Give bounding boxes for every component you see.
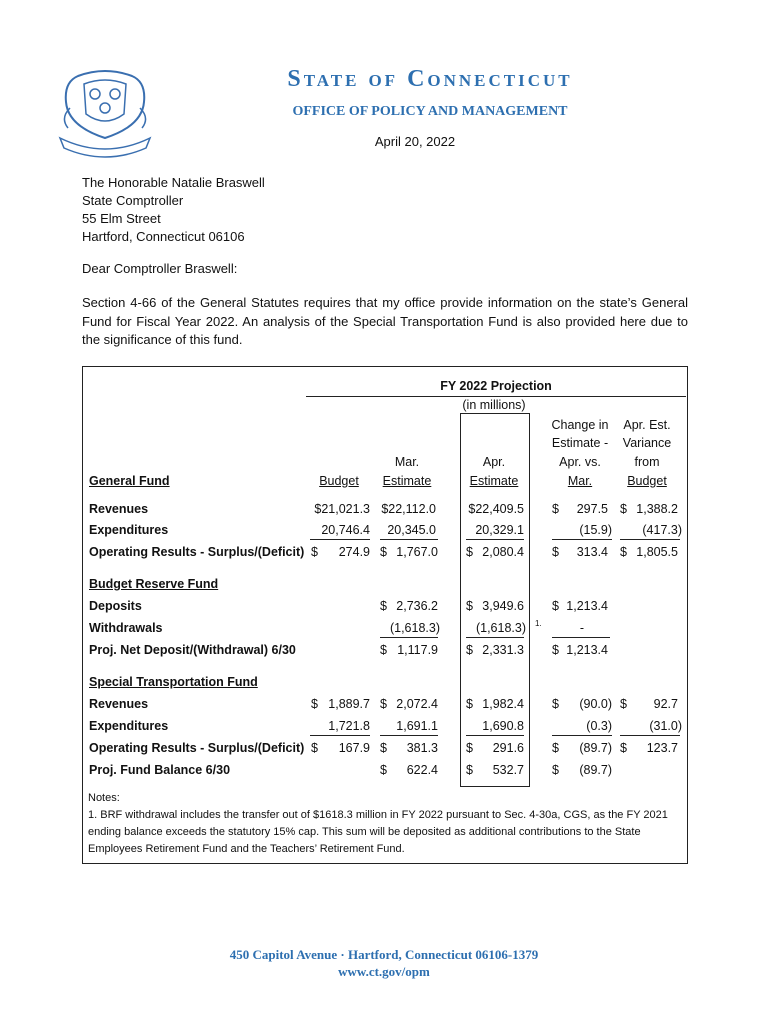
value: 1,889.7 <box>328 697 370 711</box>
col-header: Apr. Est. <box>623 418 671 432</box>
col-header: Estimate <box>469 474 519 488</box>
value-sign: $ <box>466 545 473 559</box>
value: 1,805.5 <box>636 545 678 559</box>
value: (1,618.3) <box>475 621 526 635</box>
underline <box>466 735 524 736</box>
projection-title: FY 2022 Projection <box>440 379 552 393</box>
value-sign: $ <box>380 545 387 559</box>
value-sign: $ <box>380 763 387 777</box>
underline <box>466 637 524 638</box>
col-header: Variance <box>622 436 672 450</box>
value-sign: $ <box>620 697 627 711</box>
footer-address: 450 Capitol Avenue · Hartford, Connecticut 06106-1379 <box>229 947 539 962</box>
value-sign: $ <box>552 763 559 777</box>
col-header: from <box>634 455 660 469</box>
underline <box>620 735 680 736</box>
value-sign: $ <box>620 545 627 559</box>
value-sign: $ <box>380 643 387 657</box>
row-label: Operating Results - Surplus/(Deficit) <box>89 741 305 755</box>
value-sign: $ <box>620 502 627 516</box>
value-sign: $ <box>552 697 559 711</box>
value: 1,982.4 <box>482 697 524 711</box>
value: (89.7) <box>579 741 612 755</box>
col-header: Estimate <box>382 474 432 488</box>
row-label: Revenues <box>89 697 149 711</box>
value: 167.9 <box>338 741 370 755</box>
underline <box>380 539 438 540</box>
value: 291.6 <box>492 741 524 755</box>
recipient-address <box>82 174 265 246</box>
value: 313.4 <box>576 545 608 559</box>
value-sign: $ <box>552 643 559 657</box>
state-seal-logo <box>50 68 160 160</box>
footer-web-link[interactable]: www.ct.gov/opm <box>338 964 430 979</box>
col-header: Mar. <box>567 474 593 488</box>
value-sign: $ <box>466 599 473 613</box>
value-sign: $ <box>552 502 559 516</box>
value: (89.7) <box>579 763 612 777</box>
row-label: Deposits <box>89 599 142 613</box>
section-heading: General Fund <box>89 474 170 488</box>
salutation: Dear Comptroller Braswell: <box>82 261 238 276</box>
address-line: 55 Elm Street <box>82 211 161 226</box>
value: 1,117.9 <box>397 643 438 657</box>
col-header: Budget <box>319 474 359 488</box>
value: 1,690.8 <box>482 719 524 733</box>
row-label: Expenditures <box>89 523 169 537</box>
value-sign: $ <box>466 697 473 711</box>
value: (15.9) <box>579 523 612 537</box>
state-title: State of Connecticut <box>287 66 573 92</box>
col-header: Apr. vs. <box>559 455 601 469</box>
value: 381.3 <box>406 741 438 755</box>
value: 297.5 <box>576 502 608 516</box>
value: $22,409.5 <box>468 502 524 516</box>
footnote-marker: 1. <box>535 619 542 628</box>
value: 2,331.3 <box>482 643 524 657</box>
letter-date: April 20, 2022 <box>374 134 456 149</box>
row-label: Proj. Fund Balance 6/30 <box>89 763 231 777</box>
row-label: Expenditures <box>89 719 169 733</box>
underline <box>552 735 612 736</box>
value-sign: $ <box>466 741 473 755</box>
value: 622.4 <box>406 763 438 777</box>
value-sign: $ <box>311 697 318 711</box>
row-label: Revenues <box>89 502 149 516</box>
underline <box>380 735 438 736</box>
body-paragraph: Section 4-66 of the General Statutes requires that my office provide information on the state’s General Fund for Fiscal Year 2022. An analysis of the Special Transportation Fund is also provided here due to the significance of this fund. <box>82 295 688 347</box>
divider <box>306 396 686 397</box>
value: $21,021.3 <box>314 502 370 516</box>
value: - <box>579 621 585 635</box>
value: 123.7 <box>646 741 678 755</box>
col-header: Budget <box>627 474 667 488</box>
value: (0.3) <box>586 719 612 733</box>
value: 1,691.1 <box>396 719 438 733</box>
address-line: The Honorable Natalie Braswell <box>82 175 265 190</box>
row-label: Proj. Net Deposit/(Withdrawal) 6/30 <box>89 643 296 657</box>
value: 20,329.1 <box>475 523 524 537</box>
underline <box>552 539 612 540</box>
projection-units: (in millions) <box>462 398 526 412</box>
value: 1,767.0 <box>396 545 438 559</box>
col-header: Mar. <box>394 455 420 469</box>
underline <box>310 735 370 736</box>
value: 532.7 <box>492 763 524 777</box>
row-label: Withdrawals <box>89 621 163 635</box>
value: 20,345.0 <box>387 523 436 537</box>
value-sign: $ <box>380 741 387 755</box>
value-sign: $ <box>311 741 318 755</box>
row-label: Operating Results - Surplus/(Deficit) <box>89 545 305 559</box>
value-sign: $ <box>466 643 473 657</box>
value: 20,746.4 <box>321 523 370 537</box>
value: $22,112.0 <box>381 502 436 516</box>
col-header: Apr. <box>482 455 506 469</box>
underline <box>466 539 524 540</box>
underline <box>552 637 610 638</box>
value-sign: $ <box>380 697 387 711</box>
notes-title: Notes: <box>88 792 120 804</box>
value: 92.7 <box>653 697 678 711</box>
underline <box>380 637 438 638</box>
value: 3,949.6 <box>482 599 524 613</box>
note-1: 1. BRF withdrawal includes the transfer out of $1618.3 million in FY 2022 pursuant to Sec. 4-30a, CGS, as the FY 2021 ending balance exceeds the statutory 15% cap. This sum will be deposited as additional contributions to the State Employees Retirement Fund and the Teachers’ Retirement Fund. <box>88 809 668 855</box>
value: 2,072.4 <box>396 697 438 711</box>
value: 1,213.4 <box>566 599 608 613</box>
value: 2,736.2 <box>396 599 438 613</box>
value-sign: $ <box>311 545 318 559</box>
value: 274.9 <box>338 545 370 559</box>
value-sign: $ <box>380 599 387 613</box>
value-sign: $ <box>552 741 559 755</box>
value-sign: $ <box>552 545 559 559</box>
col-header: Change in <box>551 418 609 432</box>
address-line: Hartford, Connecticut 06106 <box>82 229 245 244</box>
value-sign: $ <box>552 599 559 613</box>
value: (417.3) <box>642 523 682 537</box>
section-heading: Budget Reserve Fund <box>89 577 219 591</box>
underline <box>310 539 370 540</box>
value: (1,618.3) <box>389 621 440 635</box>
value-sign: $ <box>466 763 473 777</box>
value: 1,721.8 <box>328 719 370 733</box>
value: 2,080.4 <box>482 545 524 559</box>
col-header: Estimate - <box>551 436 609 450</box>
value: (90.0) <box>579 697 612 711</box>
value-sign: $ <box>620 741 627 755</box>
value: 1,213.4 <box>566 643 608 657</box>
office-name: OFFICE OF POLICY AND MANAGEMENT <box>292 104 568 119</box>
underline <box>620 539 680 540</box>
table-notes <box>88 790 678 858</box>
section-heading: Special Transportation Fund <box>89 675 258 689</box>
value: (31.0) <box>649 719 682 733</box>
value: 1,388.2 <box>636 502 678 516</box>
address-line: State Comptroller <box>82 193 184 208</box>
